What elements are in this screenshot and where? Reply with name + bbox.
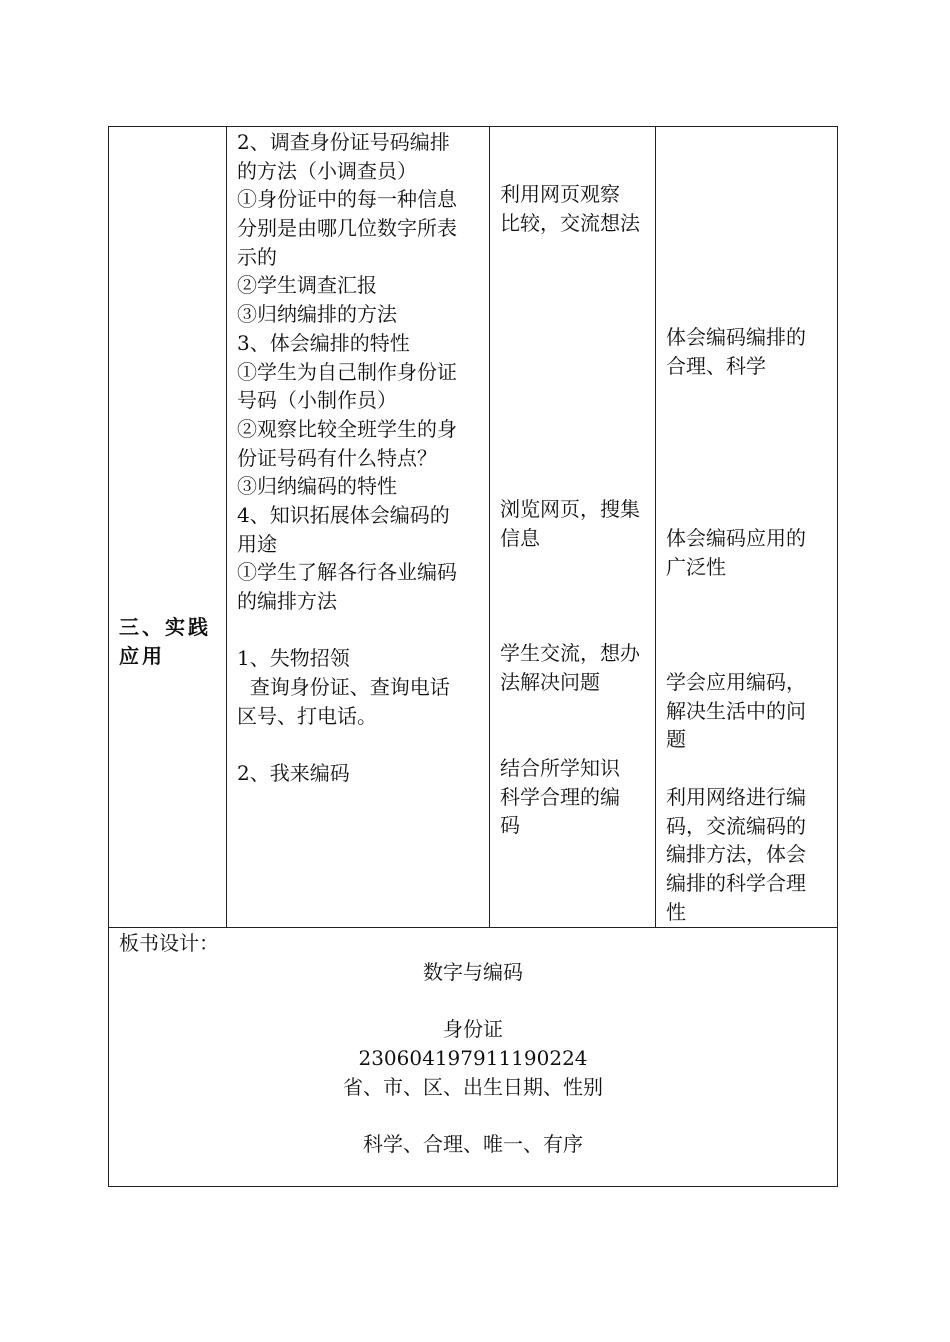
board-properties: 科学、合理、唯一、有序 xyxy=(363,1132,583,1156)
methods-block-3: 学生交流，想办 法解决问题 xyxy=(500,641,640,694)
methods-block-1: 利用网页观察 比较，交流想法 xyxy=(500,182,640,235)
column-divider xyxy=(226,127,227,927)
intent-block-3: 学会应用编码， 解决生活中的问 题 xyxy=(666,670,806,752)
lesson-table xyxy=(108,126,838,1187)
methods-block-2: 浏览网页，搜集 信息 xyxy=(500,497,640,550)
methods-block-4: 结合所学知识 科学合理的编 码 xyxy=(500,756,620,838)
intent-block-4: 利用网络进行编 码，交流编码的 编排方法，体会 编排的科学合理 性 xyxy=(666,785,806,924)
intent-block-2: 体会编码应用的 广泛性 xyxy=(666,526,806,579)
intent-block-1: 体会编码编排的 合理、科学 xyxy=(666,325,806,378)
board-design xyxy=(109,927,837,1187)
column-divider xyxy=(655,127,656,927)
board-id-parts: 省、市、区、出生日期、性别 xyxy=(343,1075,603,1099)
board-title: 数字与编码 xyxy=(423,960,523,984)
activities-cell: 2、调查身份证号码编排 的方法（小调查员） ①身份证中的每一种信息 分别是由哪几位数字所表 示的 ②学生调查汇报 ③归纳编排的方法 3、体会编排的特性 ①学生为自己制作身份证 号码（小制作员） ②观察比较全班学生的身 份证号码有什么特点？ ③归纳编码的特性 4、知识拓展体会编码的 用途 ①学生了解各行各业编码 的编排方法 1、失物招领 查询身份证、查询电话 区号、打电话。 2、我来编码 xyxy=(237,130,457,786)
board-id-label: 身份证 xyxy=(443,1017,503,1041)
section-label: 三、实践 应用 xyxy=(119,615,211,668)
board-heading: 板书设计： xyxy=(119,931,219,955)
column-divider xyxy=(489,127,490,927)
board-id-number: 230604197911190224 xyxy=(358,1046,588,1070)
